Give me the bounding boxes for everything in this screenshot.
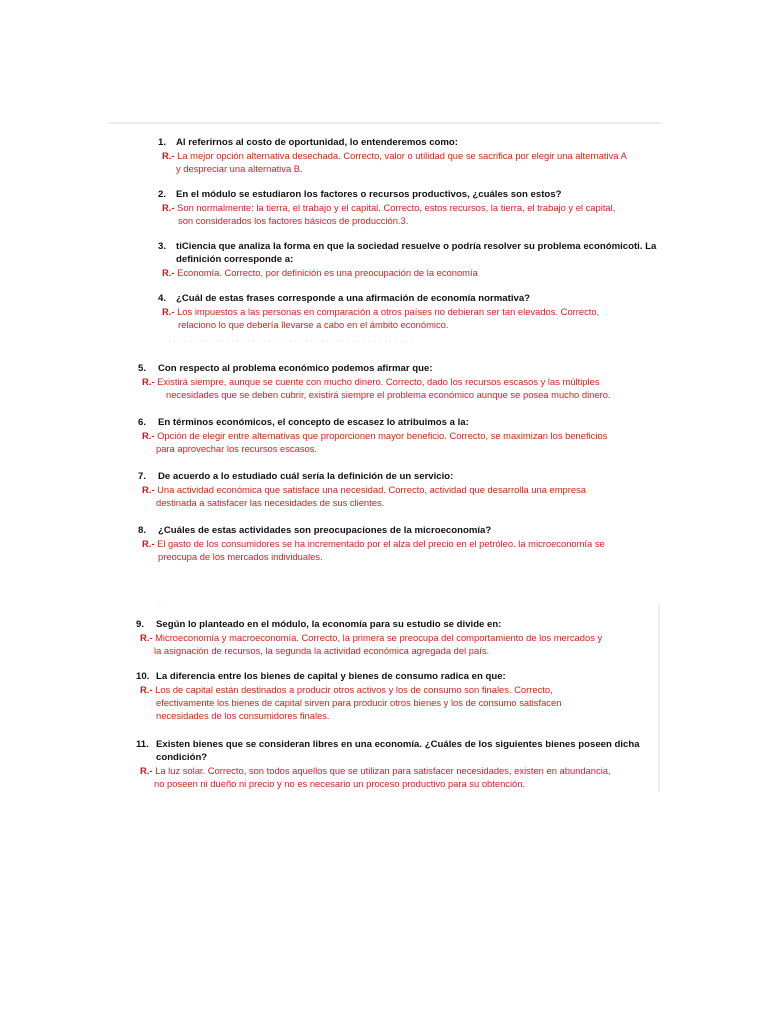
question-item-5 (138, 362, 611, 401)
question-item-7 (138, 470, 586, 509)
question-item-11 (136, 738, 640, 790)
question-text: 2. En el módulo se estudiaron los factores o recursos productivos, ¿cuáles son estos? (158, 189, 562, 200)
answer-text: R.- Una actividad económica que satisface una necesidad. Correcto, actividad que desarrolla una empresa destinada a satisfacer las necesidades de sus clientes. (142, 484, 587, 509)
question-item-6 (138, 416, 607, 455)
answer-text: R.- La mejor opción alternativa desechada. Correcto, valor o utilidad que se sacrifica por elegir una alternativa A y despreciar una alternativa B. (162, 150, 627, 175)
question-item-9 (136, 618, 602, 657)
question-text: 9. Según lo planteado en el módulo, la economía para su estudio se divide en: (136, 619, 502, 630)
question-item-8 (138, 524, 605, 563)
answer-text: R.- Los de capital están destinados a producir otros activos y los de consumo son finales. Correcto, efectivamente los bienes de capital sirven para producir otros bienes y los de consumo satisfacen necesidades de los consumidores finales. (140, 684, 562, 722)
question-text: 1. Al referirnos al costo de oportunidad, lo entenderemos como: (158, 137, 458, 148)
question-text: 8. ¿Cuáles de estas actividades son preocupaciones de la microeconomía? (138, 525, 492, 536)
answer-text: R.- El gasto de los consumidores se ha incrementado por el alza del precio en el petróleo. la microeconomía se preocupa de los mercados individuales. (142, 538, 605, 563)
question-text: 7. De acuerdo a lo estudiado cuál sería la definición de un servicio: (138, 471, 454, 482)
cut-off-text-remnant: · · · · · · · · · · · · · · · · · · · · · · · · · · · · · · · · · · · · · · · · · · · · · · · (168, 338, 414, 345)
question-text: 3. tiCiencia que analiza la forma en que la sociedad resuelve o podría resolver su problema económicoti. La definición corresponde a: (158, 241, 657, 265)
page-right-edge (658, 604, 660, 792)
question-item-1 (158, 136, 627, 175)
question-item-4 (158, 292, 599, 331)
question-item-10 (136, 670, 561, 723)
question-text: 6. En términos económicos, el concepto de escasez lo atribuimos a la: (138, 417, 469, 428)
question-item-2 (158, 188, 615, 227)
question-text: 5. Con respecto al problema económico podemos afirmar que: (138, 363, 433, 374)
answer-text: R.- Opción de elegir entre alternativas que proporcionen mayor beneficio. Correcto, se maximizan los beneficios para aprovechar los recursos escasos. (142, 430, 608, 455)
answer-text: R.- Son normalmente: la tierra, el trabajo y el capital. Correcto, estos recursos, la tierra, el trabajo y el capital, son considerados los factores básicos de producción.3. (162, 202, 616, 227)
page-top-edge (108, 122, 661, 124)
answer-text: R.- Los impuestos a las personas en comparación a otros países no debieran ser tan elevados. Correcto, relaciono lo que debería llevarse a cabo en el ámbito económico. (162, 306, 600, 331)
question-text: 11. Existen bienes que se consideran libres en una economía. ¿Cuáles de los siguientes bienes poseen dicha condición? (136, 739, 640, 763)
scan-artifact: · · (158, 603, 164, 609)
answer-text: R.- Microeconomía y macroeconomía. Correcto, la primera se preocupa del comportamiento de los mercados y la asignación de recursos, la segunda la actividad económica agregada del país. (140, 632, 603, 657)
question-text: 10. La diferencia entre los bienes de capital y bienes de consumo radica en que: (136, 671, 506, 682)
answer-text: R.- Economía. Correcto, por definición es una preocupación de la economía (162, 267, 478, 278)
answer-text: R.- La luz solar. Correcto, son todos aquellos que se utilizan para satisfacer necesidades, existen en abundancia, no poseen ni dueño ni precio y no es necesario un proceso productivo para su obtención. (140, 765, 611, 790)
question-text: 4. ¿Cuál de estas frases corresponde a una afirmación de economía normativa? (158, 293, 531, 304)
answer-text: R.- Existirá siempre, aunque se cuente con mucho dinero. Correcto, dado los recursos escasos y las múltiples necesidades que se deben cubrir, existirá siempre el problema económico aunque se posea mucho dinero. (142, 376, 611, 401)
question-item-3 (158, 240, 656, 279)
